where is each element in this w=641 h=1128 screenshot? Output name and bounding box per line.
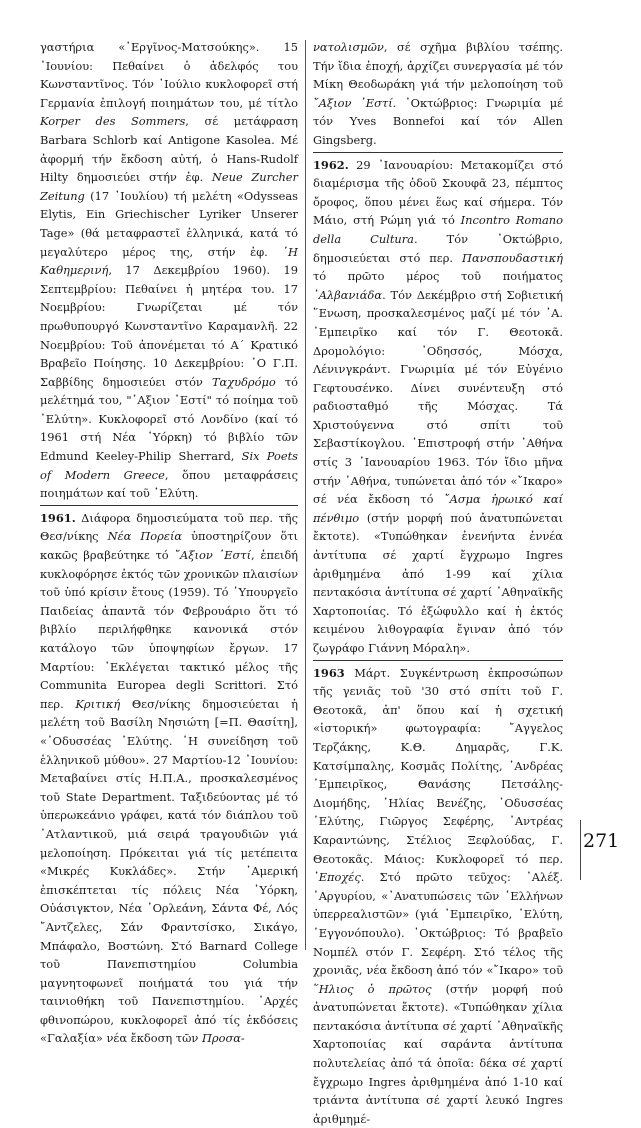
year-heading-1961: 1961. <box>40 510 76 525</box>
year-heading-1963: 1963 <box>313 665 345 680</box>
column-divider <box>305 40 306 950</box>
text-run: γαστήρια «᾽Εργῖνος-Ματσούκης». 15 ᾽Ιουνίου: Πεθαίνει ὁ ἀδελφός του Κωνσταντῖνος. Τόν ᾽Ιούλιο κυκλοφορεῖ στή Γερμανία ἐπιλογή ποιημάτων του, μέ τίτλο <box>40 40 298 110</box>
page-number: 271 <box>583 830 620 852</box>
right-column <box>313 38 563 1128</box>
entry-divider <box>40 505 298 506</box>
text-run: Θεσ/νίκης δημοσιεύεται ἡ μελέτη τοῦ Βασίλη Νησιώτη [=Π. Θασίτη], «᾽Οδυσσέας ᾽Ελύτης. ῾Η συνείδηση τοῦ ἑλληνικοῦ μύθου». 27 Μαρτίου-12 ᾽Ιουνίου: Μεταβαίνει στίς Η.Π.Α., προσκαλεσμένος τοῦ State Department. Ταξιδεύοντας μέ τό ὑπερωκεάνιο γράφει, κατά τόν διάπλου τοῦ ᾽Ατλαντικοῦ, μιά σειρά τραγουδιῶν γιά μελοποίηση. Πρόκειται γιά τίς μετέπειτα «Μικρές Κυκλάδες». Στήν ᾽Αμερική ἐπισκέπτεται τίς πόλεις Νέα ῾Υόρκη, Οὐάσιγκτον, Νέα ᾽Ορλεάνη, Σάντα Φέ, Λός ῎Αντζελες, Σάν Φραντσίσκο, Σικάγο, Μπάφαλο, Βοστώνη. Στό Barnard College τοῦ Πανεπιστημίου Columbia μαγνητοφωνεῖ ποιήματά του γιά τήν ταινιοθήκη τοῦ Πανεπιστημίου. ᾽Αρχές φθινοπώρου, κυκλοφορεῖ ἀπό τίς ἐκδόσεις «Γαλαξία» νέα ἔκδοση τῶν <box>40 696 298 1046</box>
title-axion-esti: ῎Αξιον ᾽Εστί <box>174 548 252 563</box>
left-column <box>40 38 298 1048</box>
text-run: Μάρτ. Συγκέντρωση ἐκπροσώπων τῆς γενιᾶς τοῦ '30 στό σπίτι τοῦ Γ. Θεοτοκᾶ, ἀπ' ὅπου καί ἡ σχετική «ἱστορική» φωτογραφία: ῎Αγγελος Τερζάκης, Κ.Θ. Δημαρᾶς, Γ.Κ. Κατσίμπαλης, Κοσμᾶς Πολίτης, ᾽Ανδρέας ᾽Εμπειρῖκος, Θανάσης Πετσάλης-Διομήδης, ᾽Ηλίας Βενέζης, ᾽Οδυσσέας ᾽Ελύτης, Γιῶργος Σεφέρης, ᾽Αντρέας Καραντώνης, Στέλιος Ξεφλούδας, Γ. Θεοτοκᾶς. Μάιος: Κυκλοφορεῖ τό περ. <box>313 665 563 866</box>
entry-1962 <box>313 156 563 658</box>
title-tachydromos: Ταχυδρόμο <box>211 374 276 389</box>
text-run: , σέ σχῆμα βιβλίου τσέπης. Τήν ἴδια ἐποχή, ἀρχίζει συνεργασία μέ τόν Μίκη Θεοδωράκη γιά τήν μελοποίηση τοῦ <box>313 40 563 92</box>
title-korper-des-sommers: Korper des Sommers <box>40 114 186 129</box>
entry-1960-continued <box>40 38 298 503</box>
entry-1961 <box>40 509 298 1048</box>
title-epoches: ᾽Εποχές <box>313 870 361 885</box>
text-run: ὑποστηρίζουν ὅτι κακῶς βραβεύτηκε τό <box>40 529 298 563</box>
text-run: . Τόν ᾽Οκτώβριο, δημοσιεύεται στό περ. <box>313 231 563 265</box>
text-run: . Τόν Δεκέμβριο στή Σοβιετική ῞Ενωση, προσκαλεσμένος μαζί μέ τόν ᾽Α. ᾽Εμπειρῖκο καί τόν Γ. Θεοτοκᾶ. Δρομολόγιο: ᾽Οδησσός, Μόσχα, Λένινγκράντ. Γνωριμία μέ τόν Εὐγένιο Γεφτουσένκο. Δίνει συνέντευξη στό ραδιοσταθμό τῆς Μόσχας. Τά Χριστούγεννα στό σπίτι τοῦ Σεβαστίκογλου. ᾽Επιστροφή στήν ᾽Αθήνα στίς 3 ᾽Ιανουαρίου 1963. Τόν ἴδιο μῆνα στήν ᾽Αθήνα, τυπώνεται ἀπό τόν «῎Ικαρο» σέ νέα ἔκδοση τό <box>313 287 563 507</box>
title-kathimerini: ῾Η Καθημερινή <box>40 244 298 278</box>
title-prosanatolismoi-end: νατολισμῶν <box>313 40 384 54</box>
title-kritiki: Κριτική <box>75 696 121 711</box>
title-axion-esti: ῎Αξιον ᾽Εστί <box>313 95 393 110</box>
title-six-poets: Six Poets of Modern Greece <box>40 449 298 482</box>
title-alvaniada: ᾽Αλβανιάδα <box>313 287 383 302</box>
year-heading-1962: 1962. <box>313 157 349 172</box>
title-prosanatolismoi-start: Προσα- <box>201 1031 245 1046</box>
text-run: 29 ᾽Ιανουαρίου: Μετακομίζει στό διαμέρισμα τῆς ὁδοῦ Σκουφᾶ 23, πέμπτος ὄροφος, ὅπου μένει ἕως καί σήμερα. Τόν Μάιο, στή Ρώμη γιά τό <box>313 157 563 228</box>
text-run: , 17 Δεκεμβρίου 1960). 19 Σεπτεμβρίου: Πεθαίνει ἡ μητέρα του. 17 Νοεμβρίου: Γνωρίζεται μέ τόν πρωθυπουργό Κωνσταντῖνο Καραμανλῆ. 22 Νοεμβρίου: Τοῦ ἀπονέμεται τό Α΄ Κρατικό Βραβεῖο Ποίησης. 10 Δεκεμβρίου: ῾Ο Γ.Π. Σαββίδης δημοσιεύει στόν <box>40 263 298 389</box>
text-run: . Στό πρῶτο τεῦχος: ᾽Αλέξ. ᾽Αργυρίου, «᾽Ανατυπώσεις τῶν ῾Ελλήνων ὑπερρεαλιστῶν» (γιά ᾽Εμπειρῖκο, ᾽Ελύτη, ᾽Εγγονόπουλο). ᾽Οκτώβριος: Τό βραβεῖο Νομπέλ στόν Γ. Σεφέρη. Στό τέλος τῆς χρονιᾶς, νέα ἔκδοση ἀπό τόν «῎Ικαρο» τοῦ <box>313 870 563 978</box>
text-run: , ἐπειδή κυκλοφόρησε ἐκτός τῶν χρονικῶν πλαισίων τοῦ ὑπό κρίσιν ἔτους (1959). Τό ῾Υπουργεῖο Παιδείας ἀπαντᾶ τόν Φεβρουάριο ὅτι τό βιβλίο περιλήφθηκε κανονικά στόν κατάλογο τῶν ὑποψηφίων ἔργων. 17 Μαρτίου: ᾽Εκλέγεται τακτικό μέλος τῆς Communita Europea degli Scrittori. Στό περ. <box>40 548 299 711</box>
entry-1963 <box>313 664 563 1128</box>
title-nea-poreia: Νέα Πορεία <box>107 529 183 544</box>
title-asma-iroiko: ῎Ασμα ἡρωικό καί πένθιμο <box>313 492 563 525</box>
entry-divider <box>313 660 563 661</box>
text-run: , σέ μετάφραση Barbara Schlorb καί Antigone Kasolea. Μέ ἀφορμή τήν ἔκδοση αὐτή, ὁ Hans-Rudolf Hilty δημοσιεύει στήν ἐφ. <box>40 114 298 185</box>
text-run: (στήν μορφή πού ἀνατυπώνεται ἔκτοτε). «Τυπώθηκαν χίλια πεντακόσια ἀντίτυπα σέ χαρτί ᾽Αθηναϊκῆς Χαρτοποιίας καί σαράντα ἀντίτυπα πολυτελείας ἀπό τά ὁποῖα: δέκα σέ χαρτί ἔγχρωμο Ingres ἀριθμημένα ἀπό 1-10 καί τριάντα ἀντίτυπα σέ χαρτί λευκό Ingres ἀριθμημέ- <box>313 981 563 1126</box>
entry-divider <box>313 152 563 153</box>
title-neue-zurcher-zeitung: Neue Zurcher Zeitung <box>40 170 298 203</box>
title-panspoudastiki: Πανσπουδαστική <box>462 250 563 265</box>
text-run: τό μελέτημά του, "᾽Αξιον ᾽Εστί" τό ποίημα τοῦ ᾽Ελύτη». Κυκλοφορεῖ στό Λονδίνο (καί τό 1961 στή Νέα ῾Υόρκη) τό βιβλίο τῶν Edmund Keeley-Philip Sherrard, <box>40 374 298 464</box>
text-run: , ὅπου μεταφράσεις ποιημάτων καί τοῦ ᾽Ελύτη. <box>40 467 298 501</box>
title-ilios-o-protos: ῞Ηλιος ὁ πρῶτος <box>313 981 432 996</box>
text-run: Διάφορα δημοσιεύματα τοῦ περ. τῆς Θεσ/νίκης <box>40 510 298 544</box>
text-run: . ᾽Οκτώβριος: Γνωριμία μέ τόν Yves Bonnefoi καί τόν Allen Gingsberg. <box>313 95 563 147</box>
text-run: τό πρῶτο μέρος τοῦ ποιήματος <box>313 269 563 284</box>
page-number-rule <box>580 820 581 880</box>
entry-1961-continued <box>313 38 563 150</box>
text-run: (στήν μορφή πού ἀνατυπώνεται ἔκτοτε). «Τυπώθηκαν ἐνενήντα ἐννέα ἀντίτυπα σέ χαρτί ἔγχρωμο Ingres ἀριθμημένα ἀπό 1-99 καί χίλια πεντακόσια ἀντίτυπα σέ χαρτί ᾽Αθηναϊκῆς Χαρτοποιίας. Τό ἐξώφυλλο καί ἡ ἐκτός κειμένου λιθογραφία ἔγιναν ἀπό τόν ζωγράφο Γιάννη Μόραλη». <box>313 510 563 655</box>
title-incontro-romano: Incontro Romano della Cultura <box>313 213 563 246</box>
text-run: (17 ᾽Ιουλίου) τή μελέτη «Odysseas Elytis, Ein Griechischer Lyriker Unserer Tage» (θά μεταφραστεῖ ἑλληνικά, κατά τό μεγαλύτερο μέρος της, στήν ἐφ. <box>40 188 298 259</box>
